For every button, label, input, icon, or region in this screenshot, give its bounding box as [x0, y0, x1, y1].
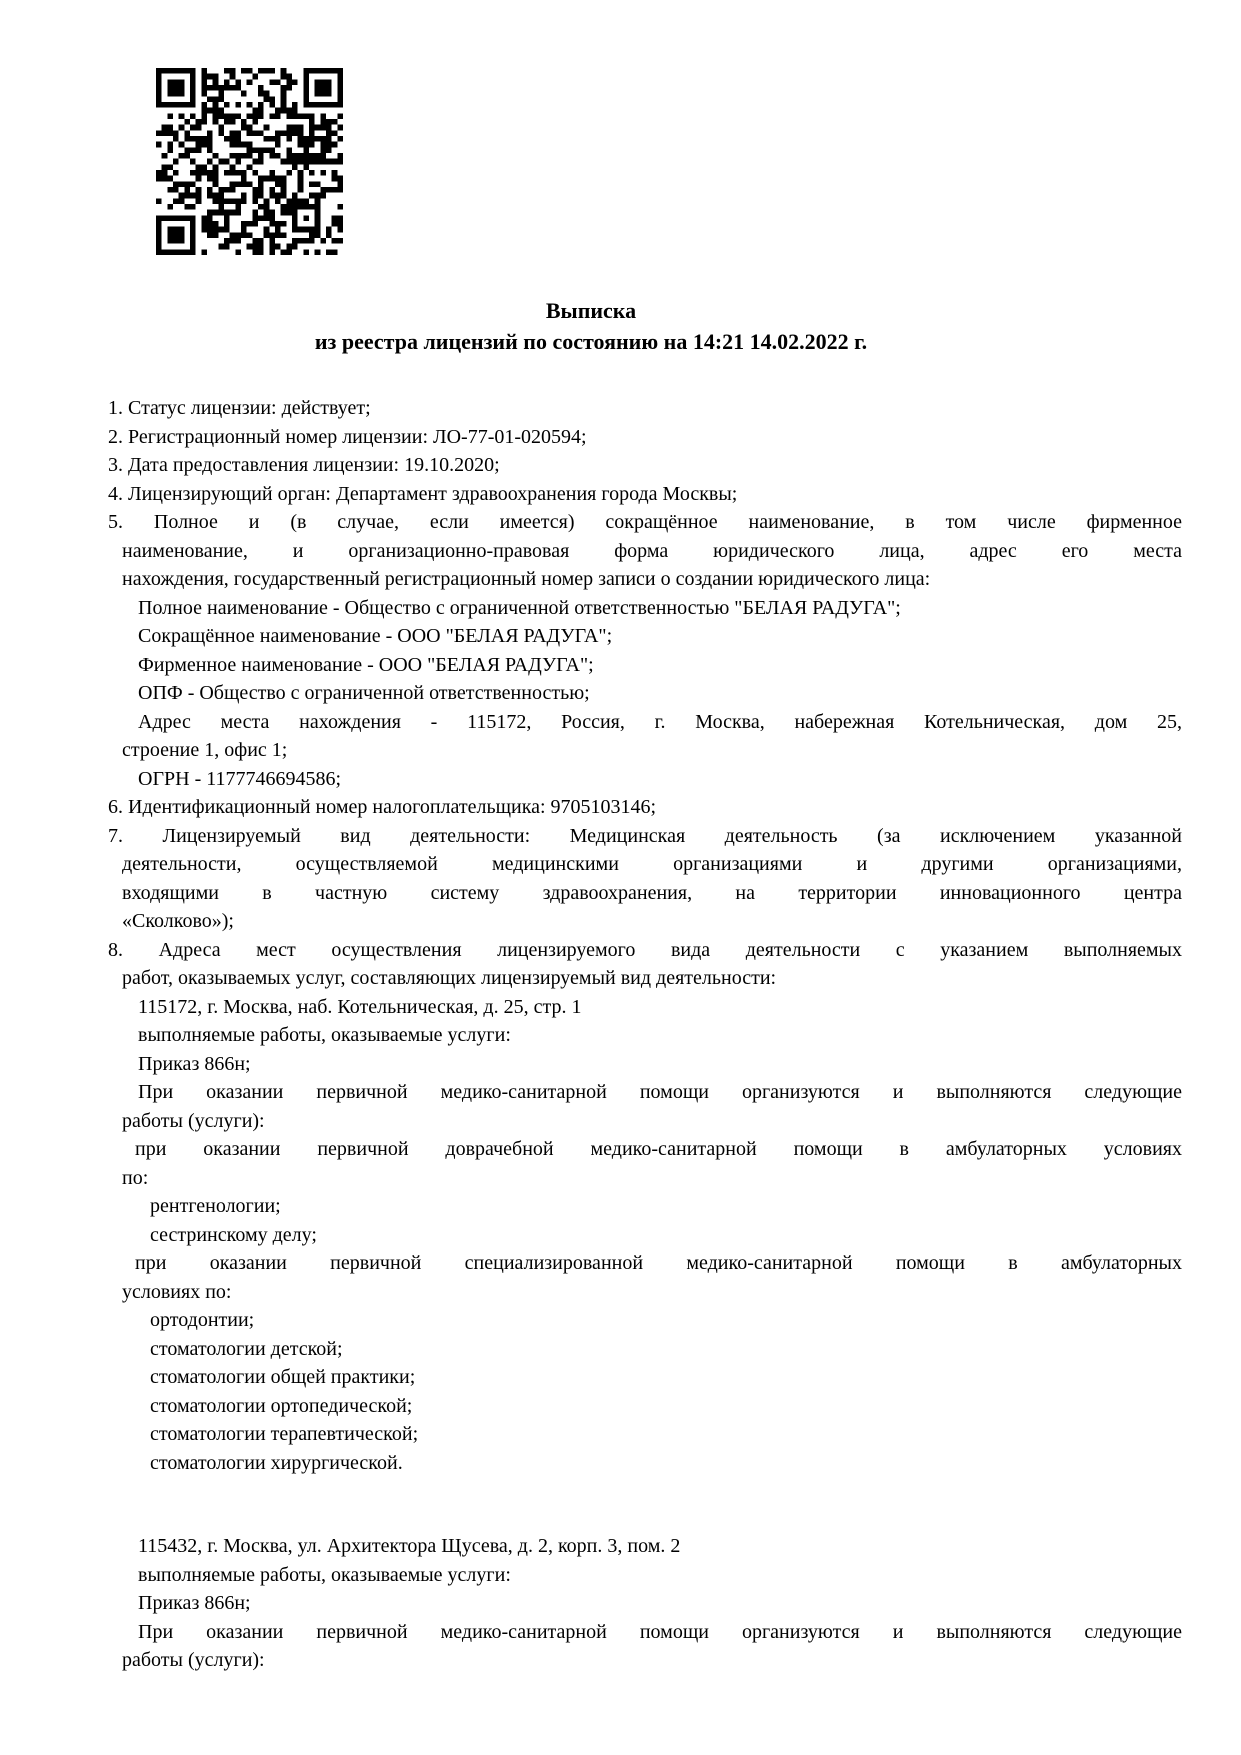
- licensing-authority: 4. Лицензирующий орган: Департамент здравоохранения города Москвы;: [108, 482, 738, 505]
- org-short-name: Сокращённое наименование - ООО "БЕЛАЯ РАДУГА";: [138, 625, 613, 647]
- license-number: 2. Регистрационный номер лицензии: ЛО-77-01-020594;: [108, 425, 587, 448]
- org-info-intro-line-1: 5. Полное и (в случае, если имеется) сокращённое наименование, в том числе фирменное: [108, 511, 1183, 533]
- title-line-1: Выписка: [545, 298, 637, 323]
- document-body: [108, 394, 1183, 1675]
- item-number: 3.: [108, 454, 123, 476]
- title-line-2: из реестра лицензий по состоянию на 14:21 14.02.2022 г.: [314, 329, 868, 354]
- item-number: 8.: [108, 938, 123, 961]
- org-full-name: Полное наименование - Общество с ограниченной ответственностью "БЕЛАЯ РАДУГА";: [138, 596, 901, 619]
- site1-service-orthodontics: ортодонтии;: [150, 1309, 255, 1331]
- item-number: 5.: [108, 511, 123, 533]
- licensed-activity-line-1: 7. Лицензируемый вид деятельности: Медицинская деятельность (за исключением указанной: [108, 824, 1182, 847]
- licensed-activity-line-3: входящими в частную систему здравоохранения, на территории инновационного центра: [122, 881, 1182, 904]
- site2-intro-line-2: работы (услуги):: [122, 1649, 265, 1671]
- site1-address: 115172, г. Москва, наб. Котельническая, д. 25, стр. 1: [138, 995, 582, 1018]
- activity-addresses-intro-line-1: 8. Адреса мест осуществления лицензируемого вида деятельности с указанием выполняемых: [108, 938, 1182, 961]
- site1-service-orthopedic-dentistry: стоматологии ортопедической;: [150, 1394, 413, 1417]
- site1-intro-line-1: При оказании первичной медико-санитарной помощи организуются и выполняются следующие: [138, 1081, 1182, 1103]
- license-grant-date: 3. Дата предоставления лицензии: 19.10.2020;: [108, 454, 500, 476]
- item-number: 7.: [108, 824, 123, 847]
- item-number: 6.: [108, 796, 123, 818]
- org-address-line-2: строение 1, офис 1;: [122, 739, 288, 761]
- site1-works-label: выполняемые работы, оказываемые услуги:: [138, 1024, 511, 1046]
- site1-service-surgical-dentistry: стоматологии хирургической.: [150, 1451, 403, 1474]
- licensed-activity-line-2: деятельности, осуществляемой медицинскими организациями и другими организациями,: [122, 853, 1182, 875]
- qr-code: [156, 68, 343, 255]
- item-number: 1.: [108, 397, 123, 419]
- site1-group2-heading-line-2: условиях по:: [122, 1280, 232, 1303]
- site1-service-radiology: рентгенологии;: [150, 1195, 281, 1217]
- site1-group2-heading-line-1: при оказании первичной специализированной медико-санитарной помощи в амбулаторных: [135, 1252, 1182, 1274]
- site1-service-therapeutic-dentistry: стоматологии терапевтической;: [150, 1423, 419, 1445]
- site1-intro-line-2: работы (услуги):: [122, 1109, 265, 1132]
- org-legal-form: ОПФ - Общество с ограниченной ответственностью;: [138, 682, 590, 704]
- activity-addresses-intro-line-2: работ, оказываемых услуг, составляющих лицензируемый вид деятельности:: [122, 967, 777, 989]
- item-number: 2.: [108, 425, 123, 448]
- site1-group1-heading-line-2: по:: [122, 1166, 149, 1189]
- site2-works-label: выполняемые работы, оказываемые услуги:: [138, 1563, 511, 1586]
- site2-address: 115432, г. Москва, ул. Архитектора Щусева, д. 2, корп. 3, пом. 2: [138, 1535, 681, 1557]
- licensed-activity-line-4: «Сколково»);: [122, 910, 234, 932]
- item-number: 4.: [108, 482, 123, 505]
- site2-order: Приказ 866н;: [138, 1592, 251, 1614]
- site2-intro-line-1: При оказании первичной медико-санитарной помощи организуются и выполняются следующие: [138, 1620, 1182, 1643]
- site1-group1-heading-line-1: при оказании первичной доврачебной медико-санитарной помощи в амбулаторных условиях: [135, 1138, 1182, 1160]
- license-status: 1. Статус лицензии: действует;: [108, 397, 371, 419]
- org-brand-name: Фирменное наименование - ООО "БЕЛАЯ РАДУГА";: [138, 653, 594, 676]
- site1-service-general-dentistry: стоматологии общей практики;: [150, 1366, 416, 1388]
- document-title: [0, 295, 1182, 357]
- site1-service-pediatric-dentistry: стоматологии детской;: [150, 1337, 343, 1360]
- site1-order: Приказ 866н;: [138, 1052, 251, 1075]
- org-address-line-1: Адрес места нахождения - 115172, Россия, г. Москва, набережная Котельническая, дом 25,: [138, 710, 1182, 733]
- site1-service-nursing: сестринскому делу;: [150, 1223, 317, 1246]
- org-info-intro-line-2: наименование, и организационно-правовая форма юридического лица, адрес его места: [122, 539, 1182, 562]
- org-ogrn: ОГРН - 1177746694586;: [138, 767, 342, 790]
- taxpayer-inn: 6. Идентификационный номер налогоплательщика: 9705103146;: [108, 796, 657, 818]
- org-info-intro-line-3: нахождения, государственный регистрационный номер записи о создании юридического лица:: [122, 568, 931, 590]
